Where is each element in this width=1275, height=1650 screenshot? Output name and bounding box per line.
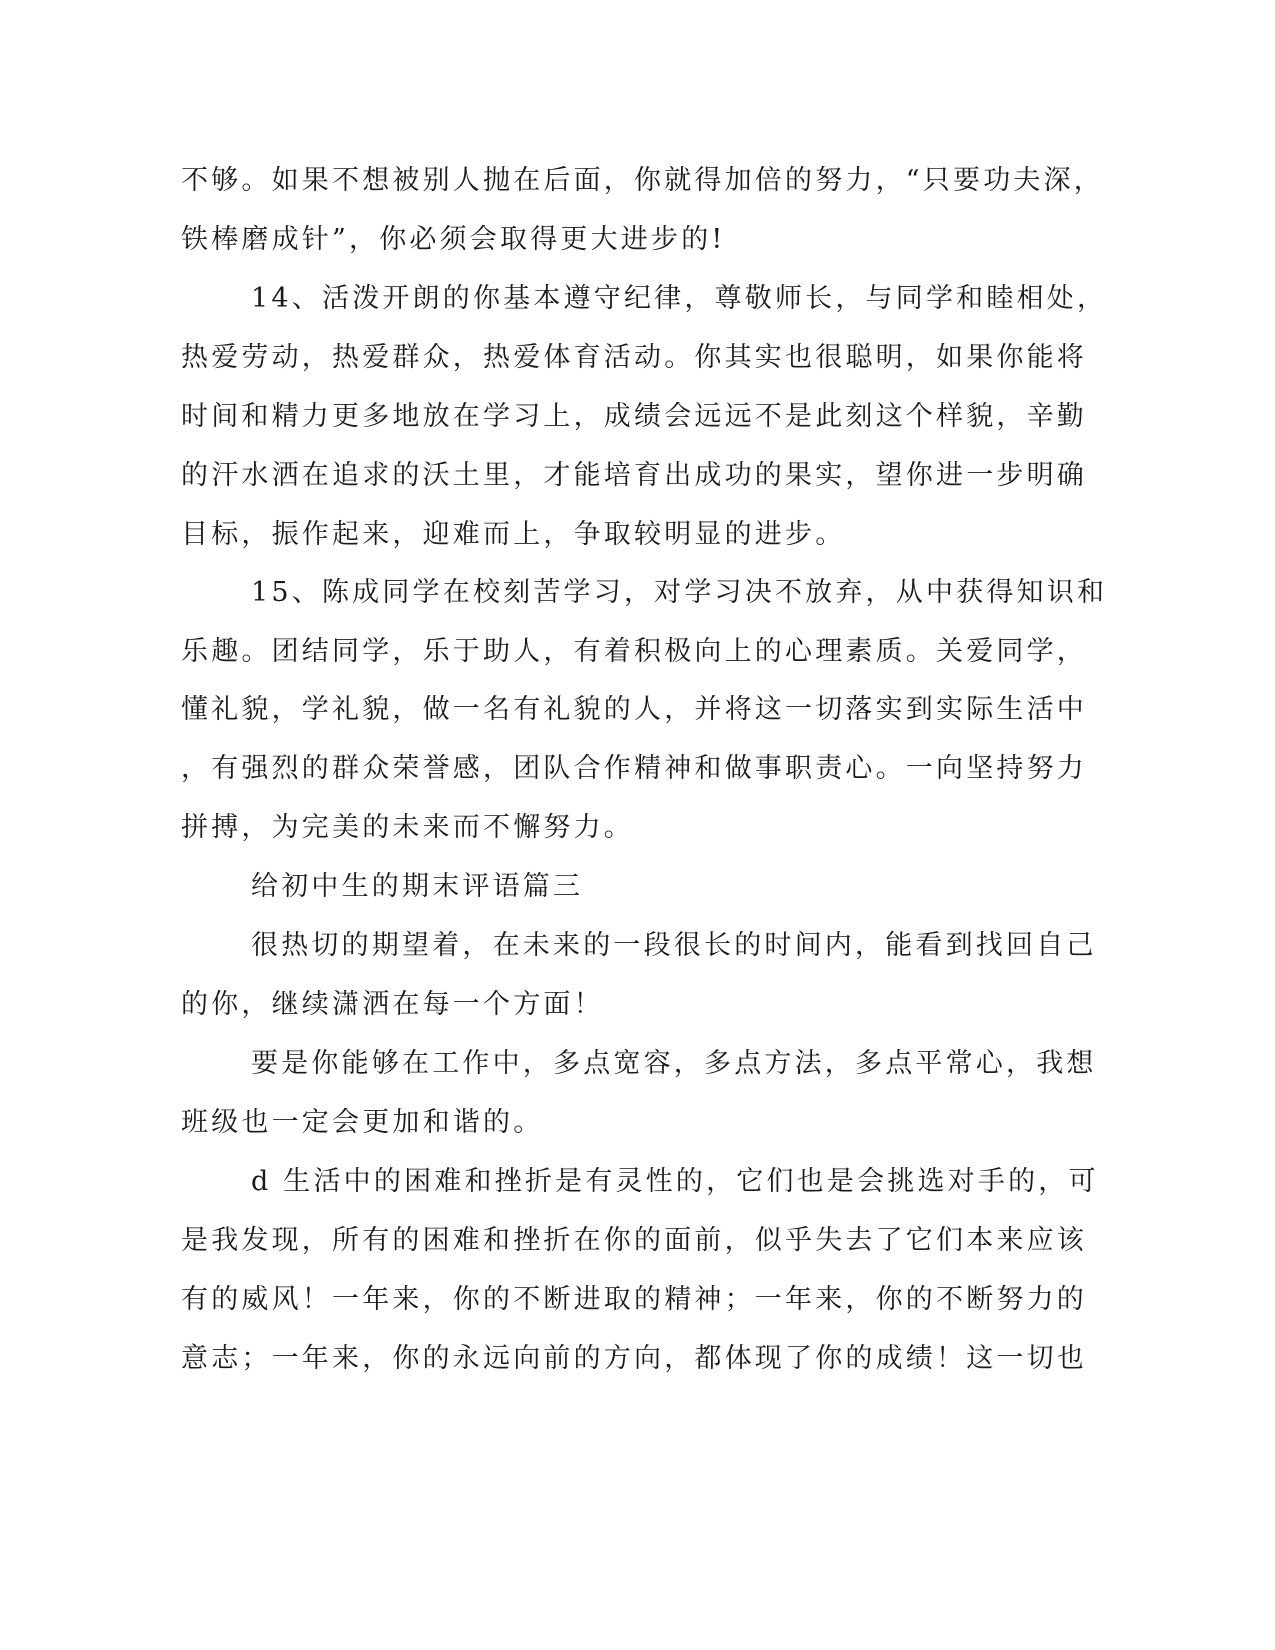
text-line: 要是你能够在工作中，多点宽容，多点方法，多点平常心，我想 <box>251 1048 1097 1079</box>
text-line: 时间和精力更多地放在学习上，成绩会远远不是此刻这个样貌，辛勤 <box>181 401 1087 432</box>
text-line: 15、陈成同学在校刻苦学习，对学习决不放弃，从中获得知识和 <box>251 577 1108 608</box>
text-line: 的你，继续潇洒在每一个方面！ <box>181 989 604 1020</box>
text-line: 热爱劳动，热爱群众，热爱体育活动。你其实也很聪明，如果你能将 <box>181 342 1087 373</box>
text-line: 班级也一定会更加和谐的。 <box>181 1107 544 1138</box>
text-line: ，有强烈的群众荣誉感，团队合作精神和做事职责心。一向坚持努力 <box>181 753 1087 784</box>
text-line: 14、活泼开朗的你基本遵守纪律，尊敬师长，与同学和睦相处， <box>251 283 1108 314</box>
text-line: 目标，振作起来，迎难而上，争取较明显的进步。 <box>181 519 846 550</box>
text-line: 铁棒磨成针”，你必须会取得更大进步的! <box>181 224 726 255</box>
text-line: 乐趣。团结同学，乐于助人，有着积极向上的心理素质。关爱同学， <box>181 636 1087 667</box>
text-line: 拼搏，为完美的未来而不懈努力。 <box>181 812 634 843</box>
text-line: 懂礼貌，学礼貌，做一名有礼貌的人，并将这一切落实到实际生活中 <box>181 694 1087 725</box>
text-line: 的汗水洒在追求的沃土里，才能培育出成功的果实，望你进一步明确 <box>181 460 1087 491</box>
text-line: 不够。如果不想被别人抛在后面，你就得加倍的努力，“只要功夫深， <box>181 165 1105 196</box>
text-line: 是我发现，所有的困难和挫折在你的面前，似乎失去了它们本来应该 <box>181 1225 1087 1256</box>
text-line: 很热切的期望着，在未来的一段很长的时间内，能看到找回自己 <box>251 930 1097 961</box>
text-line: d 生活中的困难和挫折是有灵性的，它们也是会挑选对手的，可 <box>251 1166 1099 1197</box>
text-line: 有的威风！一年来，你的不断进取的精神；一年来，你的不断努力的 <box>181 1284 1087 1315</box>
section-heading: 给初中生的期末评语篇三 <box>251 871 584 902</box>
text-line: 意志；一年来，你的永远向前的方向，都体现了你的成绩！这一切也 <box>181 1343 1087 1374</box>
